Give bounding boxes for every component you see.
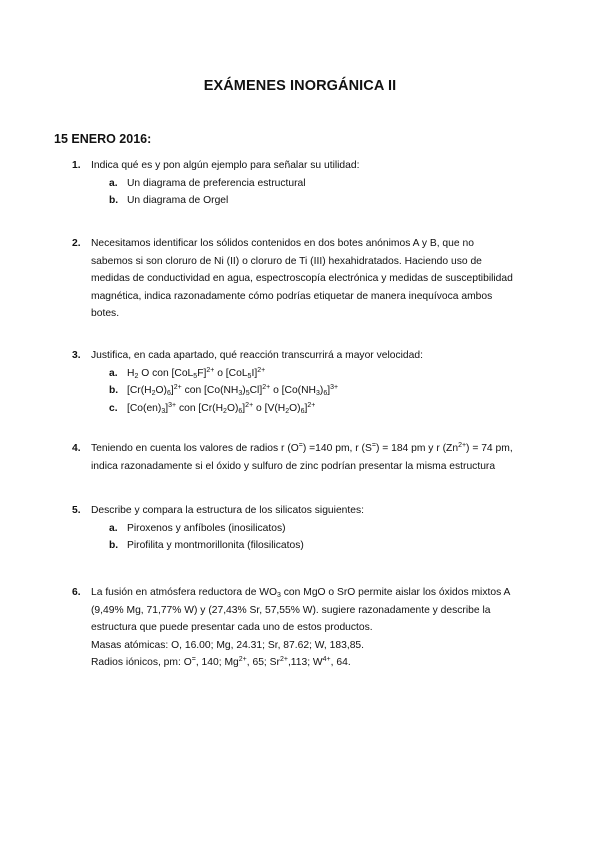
reaction-formula: $[Co(en)_3]^{3+}$ con $[Cr(H_2O)_6]^{2+}$ o $[V(H_2O)_6]^{2+}$ xyxy=(127,401,316,415)
question-line: Radios iónicos, pm: O=, 140; $Mg^{2+}$, 65; $Sr^{2+},113$; $W^{4+}$, 64. xyxy=(91,656,351,668)
sub-item-label: a. xyxy=(109,367,118,379)
question-number: 1. xyxy=(72,160,81,171)
question-line: estructura que puede presentar cada uno de estos productos. xyxy=(91,622,373,633)
question-number: 5. xyxy=(72,505,81,516)
question-text: Indica qué es y pon algún ejemplo para señalar su utilidad: xyxy=(91,160,360,171)
sub-item-text: Un diagrama de preferencia estructural xyxy=(127,177,306,189)
sub-item-a xyxy=(109,520,552,538)
question-1 xyxy=(72,157,552,210)
sub-item-label: b. xyxy=(109,195,119,206)
question-line: La fusión en atmósfera reductora de $WO_3$ con MgO o SrO permite aislar los óxidos mixtos A xyxy=(91,587,511,599)
sub-item-text: Un diagrama de Orgel xyxy=(127,195,229,206)
sub-item-a xyxy=(109,365,552,383)
question-line: botes. xyxy=(91,308,120,319)
reaction-formula: $H_2$ O con $[CoL_5F]^{2+}$ o $[CoL_5I]^{2+}$ xyxy=(127,366,266,380)
sub-item-b xyxy=(109,382,552,400)
question-line: medidas de conductividad en agua, espectroscopía electrónica y medidas de susceptibilidad xyxy=(91,273,513,284)
sub-item-label: a. xyxy=(109,522,118,534)
reaction-formula: $[Cr(H_2O)_6]^{2+}$ con $[Co(NH_3)_5Cl]^{2+}$ o $[Co(NH_3)_6]^{3+}$ xyxy=(127,384,339,397)
question-number: 3. xyxy=(72,350,81,361)
sub-item-label: a. xyxy=(109,177,118,189)
question-text: Describe y compara la estructura de los silicatos siguientes: xyxy=(91,505,364,516)
question-text: Justifica, en cada apartado, qué reacción transcurrirá a mayor velocidad: xyxy=(91,350,423,361)
sub-item-text: Pirofilita y montmorillonita (filosilicatos) xyxy=(127,540,304,551)
question-3 xyxy=(72,347,552,417)
sub-item-b xyxy=(109,537,552,555)
question-line: Masas atómicas: O, 16.00; Mg, 24.31; Sr, 87.62; W, 183,85. xyxy=(91,639,365,651)
question-number: 2. xyxy=(72,238,81,249)
question-2 xyxy=(72,235,552,323)
page-title: EXÁMENES INORGÁNICA II xyxy=(203,78,397,94)
question-number: 6. xyxy=(72,587,81,598)
question-line: Teniendo en cuenta los valores de radios r (O=) =140 pm, r (S=) = 184 pm y r $(Zn^{2+}) = 74$ pm, xyxy=(91,442,513,454)
sub-item-text: Piroxenos y anfíboles (inosilicatos) xyxy=(127,522,286,534)
question-line: indica razonadamente si el óxido y sulfuro de zinc podrían presentar la misma estructura xyxy=(91,460,496,472)
question-line: magnética, indica razonadamente cómo podrías etiquetar de manera inequívoca ambos xyxy=(91,290,493,302)
question-line: (9,49% Mg, 71,77% W) y (27,43% Sr, 57,55% W). sugiere razonadamente y describe la xyxy=(91,604,491,616)
sub-item-a xyxy=(109,175,552,193)
sub-item-b xyxy=(109,192,552,210)
exam-date-heading: 15 ENERO 2016: xyxy=(54,132,152,146)
sub-item-c xyxy=(109,400,552,418)
question-line: sabemos si son cloruro de Ni (II) o cloruro de Ti (III) hexahidratados. Haciendo uso de xyxy=(91,255,482,267)
sub-item-label: c. xyxy=(109,402,118,414)
question-4 xyxy=(72,440,552,475)
question-6 xyxy=(72,584,552,672)
sub-item-label: b. xyxy=(109,540,119,551)
question-5 xyxy=(72,502,552,555)
question-line: Necesitamos identificar los sólidos contenidos en dos botes anónimos A y B, que no xyxy=(91,238,474,249)
question-number: 4. xyxy=(72,443,81,454)
sub-item-label: b. xyxy=(109,385,119,396)
